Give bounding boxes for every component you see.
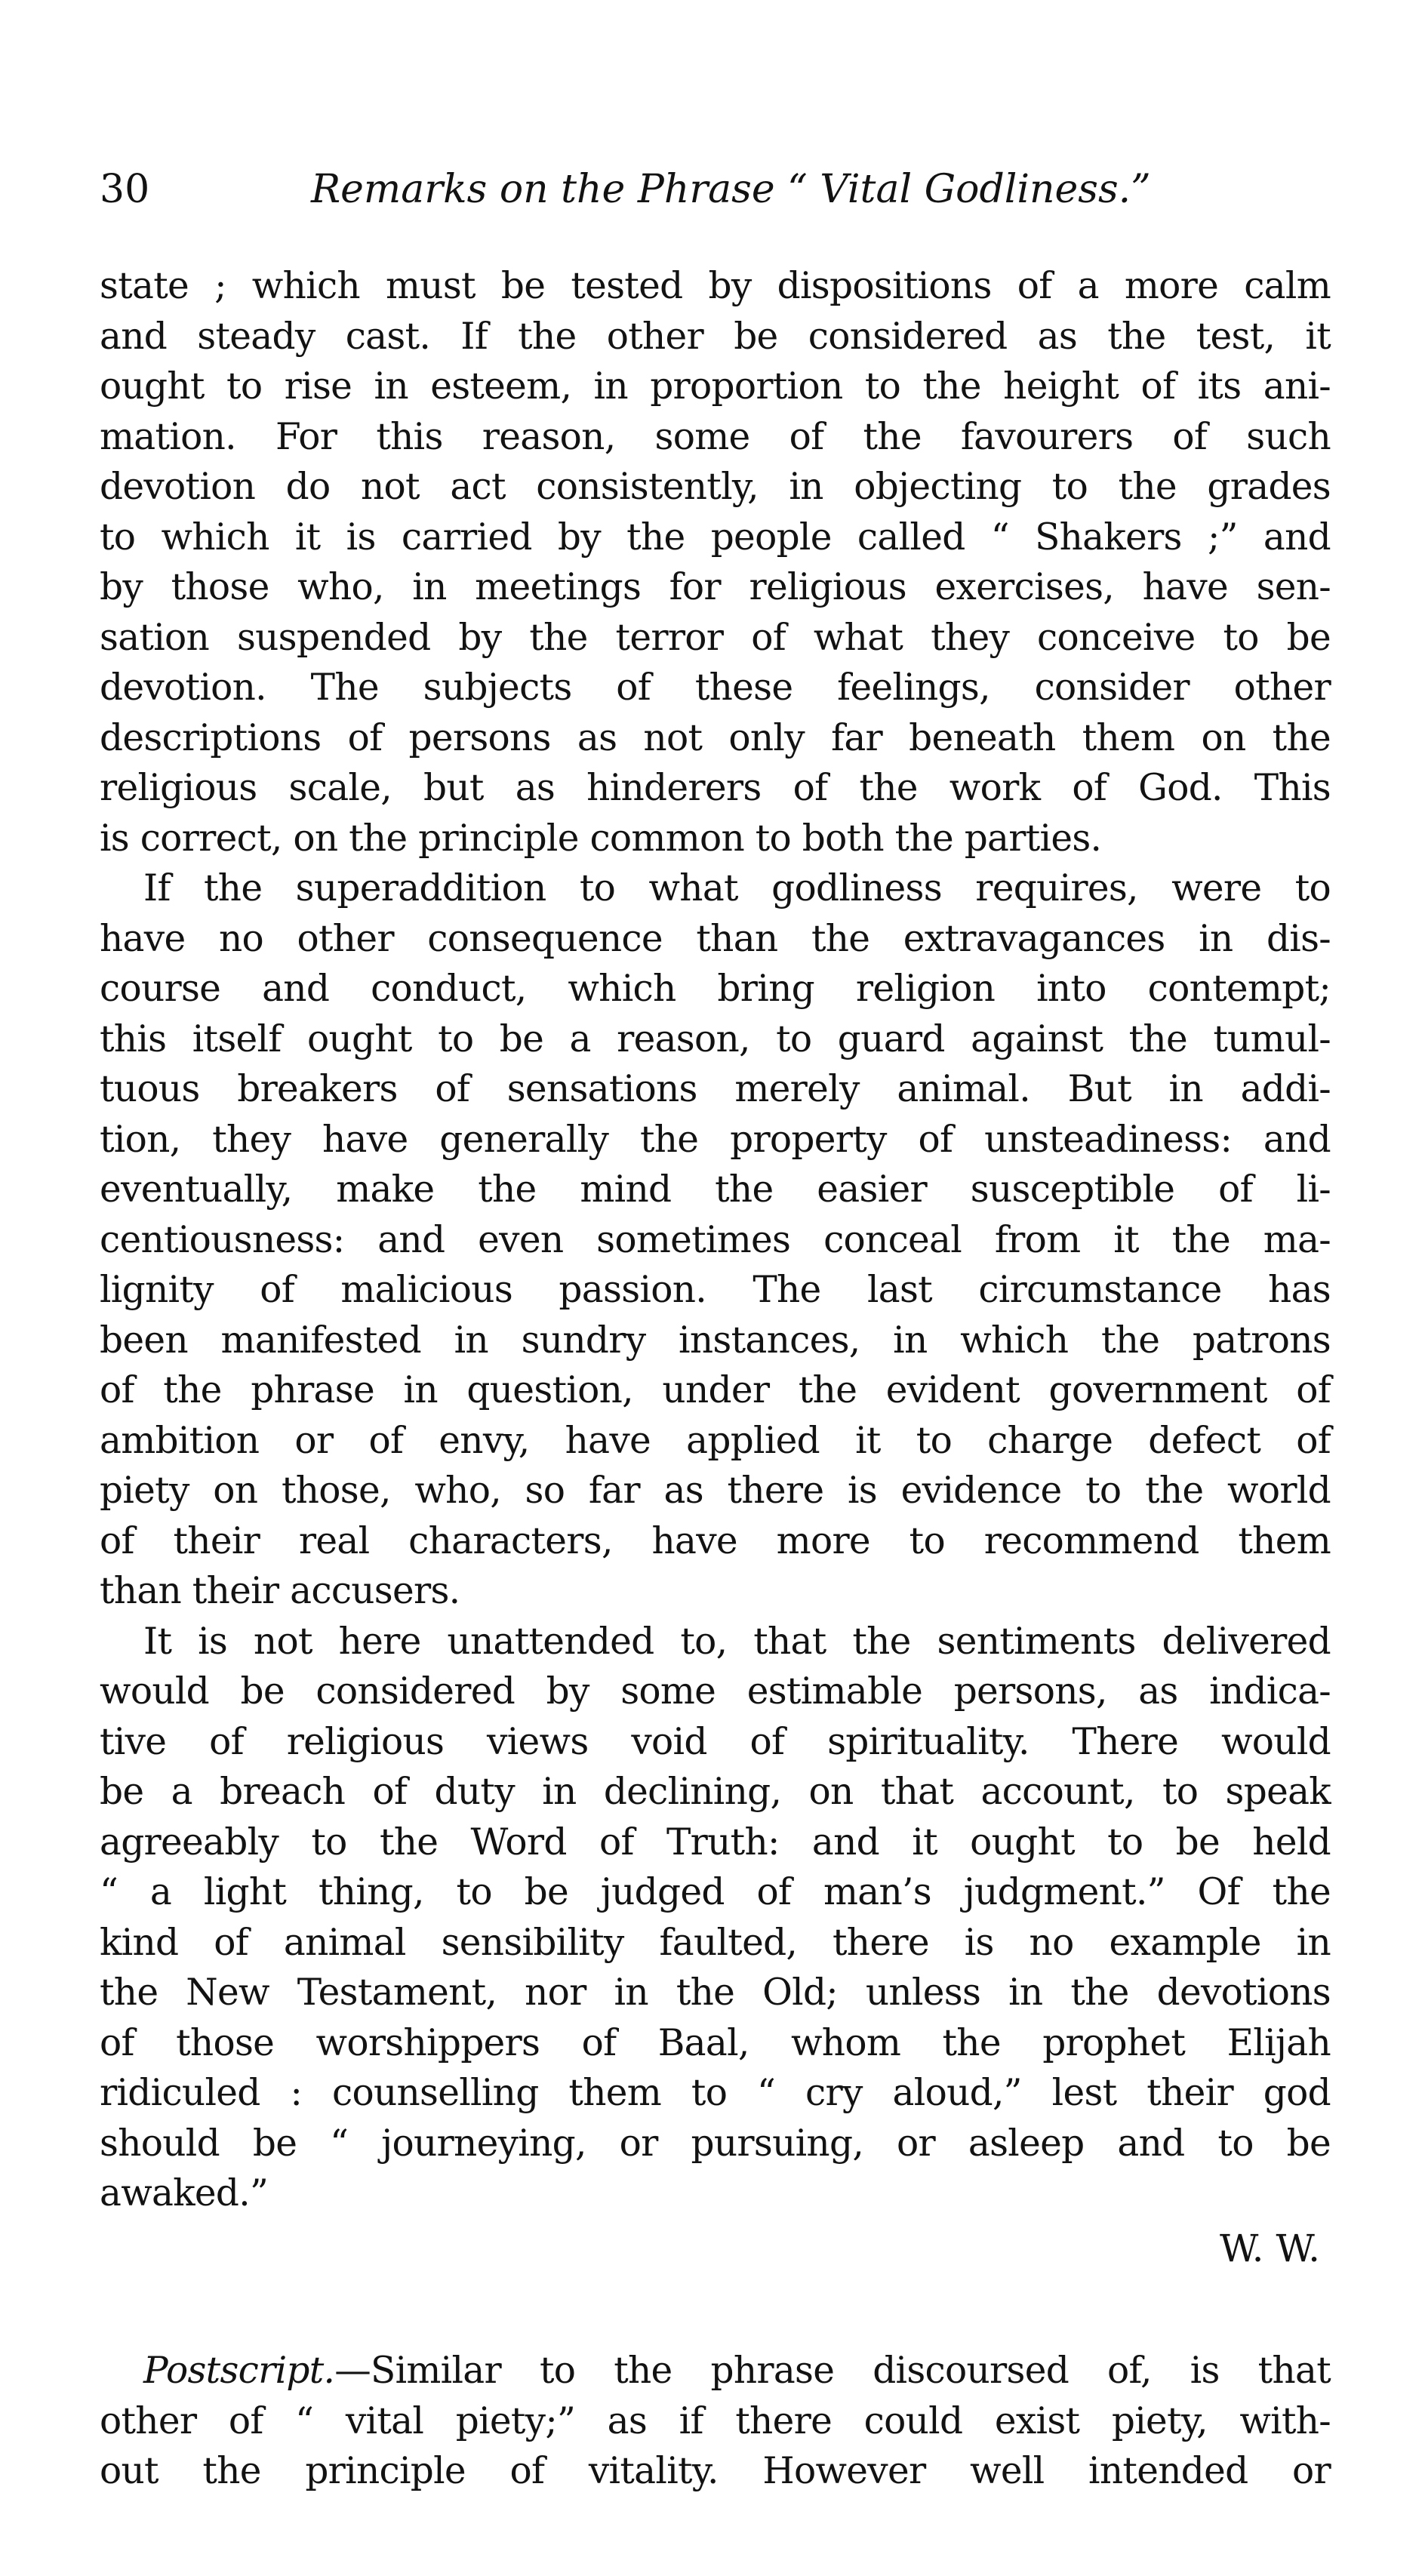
postscript-label: Postscript. bbox=[143, 2350, 335, 2392]
section-gap bbox=[100, 2273, 1331, 2346]
text-line: mation. For this reason, some of the favourers of such bbox=[100, 415, 1331, 458]
text-line: piety on those, who, so far as there is evidence to the world bbox=[100, 1470, 1331, 1512]
text-line: state ; which must be tested by dispositions of a more calm bbox=[100, 265, 1331, 307]
running-title: Remarks on the Phrase “ Vital Godliness.” bbox=[311, 167, 1151, 212]
text-line: be a breach of duty in declining, on that account, to speak bbox=[100, 1771, 1331, 1813]
text-line: is correct, on the principle common to both the parties. bbox=[100, 817, 1102, 860]
signature: W. W. bbox=[1220, 2226, 1320, 2270]
text-line: If the superaddition to what godliness requires, were to bbox=[143, 867, 1331, 909]
text-line: to which it is carried by the people called “ Shakers ;” and bbox=[100, 516, 1331, 559]
text-line: devotion. The subjects of these feelings, consider other bbox=[100, 666, 1331, 709]
paragraph-unattended bbox=[100, 1617, 1331, 2219]
text-line: religious scale, but as hinderers of the work of God. This bbox=[100, 767, 1331, 809]
text-line: other of “ vital piety;” as if there could exist piety, with- bbox=[100, 2399, 1331, 2442]
text-line: tion, they have generally the property of unsteadiness: and bbox=[100, 1118, 1331, 1161]
text-line: of those worshippers of Baal, whom the prophet Elijah bbox=[100, 2021, 1331, 2064]
text-line: agreeably to the Word of Truth: and it ought to be held bbox=[100, 1820, 1331, 1864]
text-line: of the phrase in question, under the evident government of bbox=[100, 1369, 1331, 1411]
paragraph-superaddition bbox=[100, 863, 1331, 1617]
text-line: would be considered by some estimable persons, as indica- bbox=[100, 1670, 1331, 1713]
text-line: sation suspended by the terror of what they conceive to be bbox=[100, 616, 1331, 659]
text-line: of their real characters, have more to recommend them bbox=[100, 1519, 1331, 1562]
running-head bbox=[100, 148, 1331, 231]
text-line: devotion do not act consistently, in objecting to the grades bbox=[100, 466, 1331, 508]
text-line: ambition or of envy, have applied it to charge defect of bbox=[100, 1419, 1331, 1462]
text-line: than their accusers. bbox=[100, 1570, 460, 1612]
text-line: kind of animal sensibility faulted, there is no example in bbox=[100, 1921, 1331, 1964]
text-line: It is not here unattended to, that the sentiments delivered bbox=[143, 1620, 1331, 1663]
text-line: ought to rise in esteem, in proportion to the height of its ani- bbox=[100, 365, 1331, 408]
text-line: tive of religious views void of spirituality. There would bbox=[100, 1720, 1331, 1763]
postscript bbox=[100, 2346, 1331, 2497]
text-line: have no other consequence than the extravagances in dis- bbox=[100, 917, 1331, 960]
text-line: lignity of malicious passion. The last circumstance has bbox=[100, 1269, 1331, 1311]
text-line: the New Testament, nor in the Old; unless in the devotions bbox=[100, 1971, 1331, 2014]
text-line: this itself ought to be a reason, to guard against the tumul- bbox=[100, 1017, 1331, 1060]
body-text bbox=[100, 261, 1331, 2497]
text-line: by those who, in meetings for religious exercises, have sen- bbox=[100, 566, 1331, 608]
text-line: been manifested in sundry instances, in which the patrons bbox=[100, 1319, 1331, 1362]
text-line: course and conduct, which bring religion into contempt; bbox=[100, 968, 1331, 1010]
text-line: tuous breakers of sensations merely animal. But in addi- bbox=[100, 1068, 1331, 1110]
text-line: should be “ journeying, or pursuing, or asleep and to be bbox=[100, 2122, 1331, 2165]
text-line: ridiculed : counselling them to “ cry aloud,” lest their god bbox=[100, 2072, 1331, 2114]
text-line: eventually, make the mind the easier susceptible of li- bbox=[100, 1168, 1331, 1211]
text-line: and steady cast. If the other be considered as the test, it bbox=[100, 315, 1331, 358]
text-line: descriptions of persons as not only far beneath them on the bbox=[100, 716, 1331, 759]
page-number: 30 bbox=[100, 167, 150, 212]
postscript-first-line bbox=[100, 2346, 1331, 2396]
paragraph-continued bbox=[100, 261, 1331, 863]
text-line: out the principle of vitality. However well intended or bbox=[100, 2450, 1331, 2492]
postscript-first-line-text: —Similar to the phrase discoursed of, is that bbox=[334, 2350, 1331, 2392]
text-line: “ a light thing, to be judged of man’s judgment.” Of the bbox=[100, 1871, 1331, 1913]
text-line: centiousness: and even sometimes conceal from it the ma- bbox=[100, 1218, 1331, 1261]
text-line: awaked.” bbox=[100, 2172, 269, 2214]
